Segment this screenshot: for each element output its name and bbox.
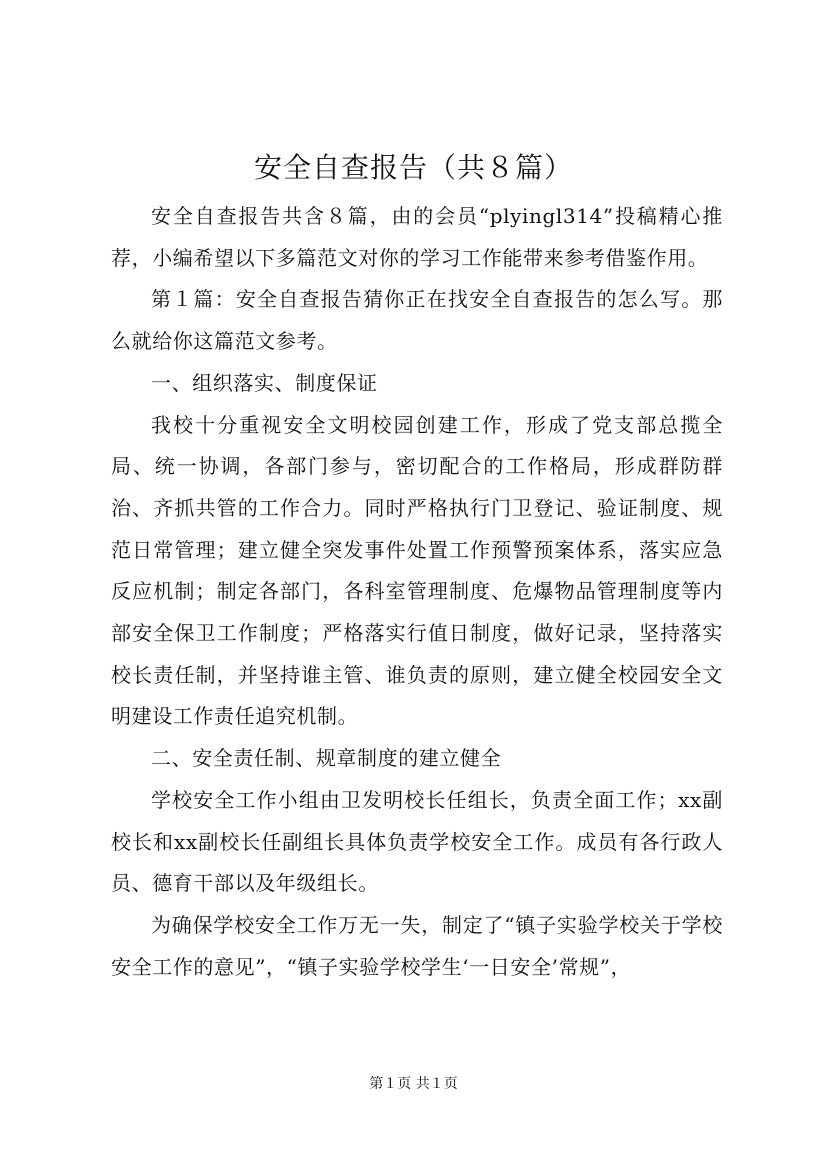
intro-paragraph: 安全自查报告共含８篇，由的会员“plyingl314”投稿精心推荐，小编希望以下多篇范文对你的学习工作能带来参考借鉴作用。 [111,204,723,270]
section-2-paragraph: 学校安全工作小组由卫发明校长任组长，负责全面工作；xx副校长和xx副校长任副组长具体负责学校安全工作。成员有各行政人员、德育干部以及年级组长。 [111,787,723,896]
article-1-paragraph: 第１篇：安全自查报告猜你正在找安全自查报告的怎么写。那么就给你这篇范文参考。 [111,287,723,354]
section-2-paragraph-2: 为确保学校安全工作万无一失，制定了“镇子实验学校关于学校安全工作的意见”，“镇子实验学校学生‘一日安全’常规”， [111,912,723,979]
section-2-heading: 二、安全责任制、规章制度的建立健全 [151,746,502,771]
section-1-heading: 一、组织落实、制度保证 [151,370,378,395]
page-footer: 第１页 共１页 [369,1076,458,1092]
document-body [111,196,723,988]
section-1-paragraph: 我校十分重视安全文明校园创建工作，形成了党支部总揽全局、统一协调，各部门参与，密切配合的工作格局，形成群防群治、齐抓共管的工作合力。同时严格执行门卫登记、验证制度、规范日常管理；建立健全突发事件处置工作预警预案体系，落实应急反应机制；制定各部门，各科室管理制度、危爆物品管理制度等内部安全保卫工作制度；严格落实行值日制度，做好记录，坚持落实校长责任制，并坚持谁主管、谁负责的原则，建立健全校园安全文明建设工作责任追究机制。 [111,412,723,729]
document-title: 安全自查报告（共８篇） [253,151,573,184]
